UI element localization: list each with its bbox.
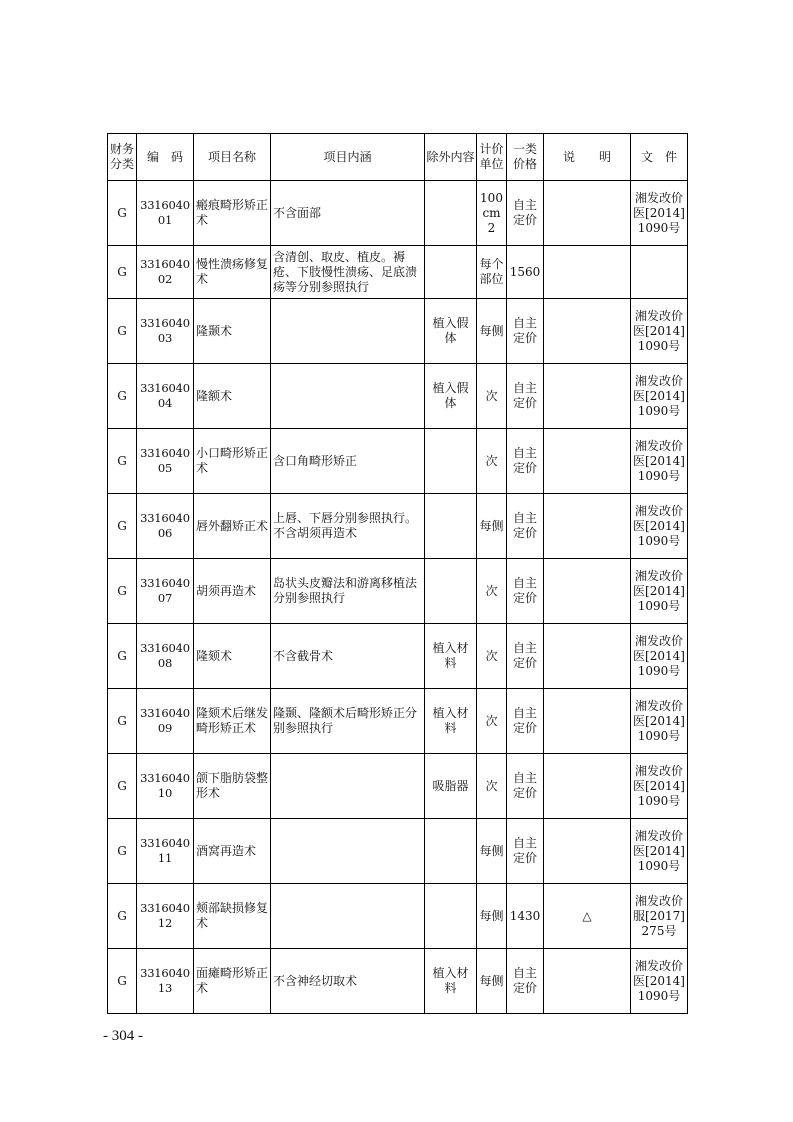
table-row bbox=[108, 494, 688, 559]
cell-unit: 次 bbox=[477, 754, 507, 819]
cell-exclusion: 植入假体 bbox=[425, 299, 477, 364]
cell-price: 自主定价 bbox=[507, 624, 544, 689]
cell-content: 不含面部 bbox=[271, 181, 425, 246]
cell-content bbox=[271, 364, 425, 429]
cell-code: 331604011 bbox=[137, 819, 194, 884]
cell-exclusion bbox=[425, 559, 477, 624]
table-row bbox=[108, 299, 688, 364]
cell-category: G bbox=[108, 689, 137, 754]
cell-unit: 次 bbox=[477, 559, 507, 624]
cell-category: G bbox=[108, 299, 137, 364]
header-code: 编 码 bbox=[137, 134, 194, 181]
cell-name: 唇外翻矫正术 bbox=[194, 494, 271, 559]
cell-unit: 每个部位 bbox=[477, 246, 507, 299]
header-exclusion: 除外内容 bbox=[425, 134, 477, 181]
cell-exclusion: 吸脂器 bbox=[425, 754, 477, 819]
cell-category: G bbox=[108, 949, 137, 1014]
cell-content bbox=[271, 754, 425, 819]
cell-note: △ bbox=[544, 884, 631, 949]
cell-exclusion bbox=[425, 429, 477, 494]
cell-content: 含清创、取皮、植皮。褥疮、下肢慢性溃疡、足底溃疡等分别参照执行 bbox=[271, 246, 425, 299]
table-row bbox=[108, 949, 688, 1014]
page-number: - 304 - bbox=[103, 1028, 143, 1044]
cell-price: 自主定价 bbox=[507, 299, 544, 364]
cell-unit: 每侧 bbox=[477, 494, 507, 559]
cell-name: 胡须再造术 bbox=[194, 559, 271, 624]
table-row bbox=[108, 364, 688, 429]
cell-note bbox=[544, 181, 631, 246]
cell-category: G bbox=[108, 559, 137, 624]
cell-name: 隆颏术后继发畸形矫正术 bbox=[194, 689, 271, 754]
cell-document: 湘发改价医[2014]1090号 bbox=[631, 624, 688, 689]
cell-name: 隆颏术 bbox=[194, 624, 271, 689]
cell-note bbox=[544, 364, 631, 429]
cell-code: 331604002 bbox=[137, 246, 194, 299]
cell-price: 自主定价 bbox=[507, 494, 544, 559]
cell-content: 不含神经切取术 bbox=[271, 949, 425, 1014]
cell-category: G bbox=[108, 494, 137, 559]
cell-note bbox=[544, 559, 631, 624]
cell-name: 慢性溃疡修复术 bbox=[194, 246, 271, 299]
cell-code: 331604013 bbox=[137, 949, 194, 1014]
cell-name: 酒窝再造术 bbox=[194, 819, 271, 884]
cell-exclusion bbox=[425, 819, 477, 884]
cell-unit: 每侧 bbox=[477, 884, 507, 949]
table-row bbox=[108, 559, 688, 624]
cell-note bbox=[544, 949, 631, 1014]
cell-content: 不含截骨术 bbox=[271, 624, 425, 689]
cell-exclusion: 植入材料 bbox=[425, 624, 477, 689]
table-row bbox=[108, 624, 688, 689]
cell-name: 隆颞术 bbox=[194, 299, 271, 364]
cell-price: 自主定价 bbox=[507, 364, 544, 429]
cell-category: G bbox=[108, 819, 137, 884]
cell-note bbox=[544, 624, 631, 689]
table-row bbox=[108, 429, 688, 494]
cell-document: 湘发改价医[2014]1090号 bbox=[631, 299, 688, 364]
cell-note bbox=[544, 246, 631, 299]
cell-category: G bbox=[108, 246, 137, 299]
cell-unit: 100cm2 bbox=[477, 181, 507, 246]
cell-unit: 次 bbox=[477, 624, 507, 689]
cell-code: 331604003 bbox=[137, 299, 194, 364]
cell-note bbox=[544, 429, 631, 494]
cell-content: 岛状头皮瓣法和游离移植法分别参照执行 bbox=[271, 559, 425, 624]
table-row bbox=[108, 689, 688, 754]
header-category: 财务分类 bbox=[108, 134, 137, 181]
cell-exclusion: 植入材料 bbox=[425, 689, 477, 754]
cell-unit: 每侧 bbox=[477, 949, 507, 1014]
cell-content: 含口角畸形矫正 bbox=[271, 429, 425, 494]
header-note: 说 明 bbox=[544, 134, 631, 181]
cell-price: 自主定价 bbox=[507, 689, 544, 754]
cell-exclusion bbox=[425, 181, 477, 246]
cell-category: G bbox=[108, 884, 137, 949]
cell-code: 331604001 bbox=[137, 181, 194, 246]
cell-content: 隆颞、隆额术后畸形矫正分别参照执行 bbox=[271, 689, 425, 754]
cell-code: 331604009 bbox=[137, 689, 194, 754]
cell-name: 小口畸形矫正术 bbox=[194, 429, 271, 494]
header-document: 文 件 bbox=[631, 134, 688, 181]
cell-document: 湘发改价医[2014]1090号 bbox=[631, 181, 688, 246]
cell-document: 湘发改价服[2017]275号 bbox=[631, 884, 688, 949]
cell-document: 湘发改价医[2014]1090号 bbox=[631, 559, 688, 624]
table-row bbox=[108, 754, 688, 819]
cell-document: 湘发改价医[2014]1090号 bbox=[631, 689, 688, 754]
cell-exclusion: 植入假体 bbox=[425, 364, 477, 429]
cell-category: G bbox=[108, 754, 137, 819]
cell-content bbox=[271, 299, 425, 364]
cell-price: 自主定价 bbox=[507, 754, 544, 819]
cell-document: 湘发改价医[2014]1090号 bbox=[631, 949, 688, 1014]
cell-content bbox=[271, 819, 425, 884]
cell-code: 331604008 bbox=[137, 624, 194, 689]
table-row bbox=[108, 884, 688, 949]
cell-unit: 次 bbox=[477, 364, 507, 429]
cell-category: G bbox=[108, 364, 137, 429]
cell-note bbox=[544, 754, 631, 819]
header-unit: 计价单位 bbox=[477, 134, 507, 181]
cell-document: 湘发改价医[2014]1090号 bbox=[631, 819, 688, 884]
header-name: 项目名称 bbox=[194, 134, 271, 181]
cell-price: 自主定价 bbox=[507, 949, 544, 1014]
cell-name: 面瘫畸形矫正术 bbox=[194, 949, 271, 1014]
table-row bbox=[108, 819, 688, 884]
cell-price: 自主定价 bbox=[507, 181, 544, 246]
cell-code: 331604004 bbox=[137, 364, 194, 429]
cell-category: G bbox=[108, 181, 137, 246]
cell-name: 颊部缺损修复术 bbox=[194, 884, 271, 949]
cell-code: 331604012 bbox=[137, 884, 194, 949]
cell-code: 331604006 bbox=[137, 494, 194, 559]
cell-exclusion: 植入材料 bbox=[425, 949, 477, 1014]
cell-category: G bbox=[108, 624, 137, 689]
cell-content: 上唇、下唇分别参照执行。不含胡须再造术 bbox=[271, 494, 425, 559]
cell-exclusion bbox=[425, 494, 477, 559]
header-price: 一类价格 bbox=[507, 134, 544, 181]
cell-document: 湘发改价医[2014]1090号 bbox=[631, 754, 688, 819]
cell-note bbox=[544, 494, 631, 559]
cell-name: 隆额术 bbox=[194, 364, 271, 429]
cell-note bbox=[544, 689, 631, 754]
header-content: 项目内涵 bbox=[271, 134, 425, 181]
cell-document: 湘发改价医[2014]1090号 bbox=[631, 494, 688, 559]
table-row bbox=[108, 181, 688, 246]
cell-category: G bbox=[108, 429, 137, 494]
cell-code: 331604007 bbox=[137, 559, 194, 624]
cell-code: 331604005 bbox=[137, 429, 194, 494]
cell-exclusion bbox=[425, 246, 477, 299]
cell-exclusion bbox=[425, 884, 477, 949]
cell-document: 湘发改价医[2014]1090号 bbox=[631, 364, 688, 429]
table-row bbox=[108, 246, 688, 299]
cell-note bbox=[544, 819, 631, 884]
header-row bbox=[108, 134, 688, 181]
cell-note bbox=[544, 299, 631, 364]
cell-unit: 每侧 bbox=[477, 299, 507, 364]
cell-document bbox=[631, 246, 688, 299]
cell-price: 自主定价 bbox=[507, 559, 544, 624]
cell-document: 湘发改价医[2014]1090号 bbox=[631, 429, 688, 494]
cell-price: 1560 bbox=[507, 246, 544, 299]
cell-content bbox=[271, 884, 425, 949]
cell-unit: 次 bbox=[477, 689, 507, 754]
cell-unit: 次 bbox=[477, 429, 507, 494]
price-table bbox=[107, 133, 688, 1014]
cell-price: 1430 bbox=[507, 884, 544, 949]
cell-name: 瘢痕畸形矫正术 bbox=[194, 181, 271, 246]
cell-price: 自主定价 bbox=[507, 819, 544, 884]
cell-unit: 每侧 bbox=[477, 819, 507, 884]
cell-price: 自主定价 bbox=[507, 429, 544, 494]
cell-code: 331604010 bbox=[137, 754, 194, 819]
cell-name: 颌下脂肪袋整形术 bbox=[194, 754, 271, 819]
